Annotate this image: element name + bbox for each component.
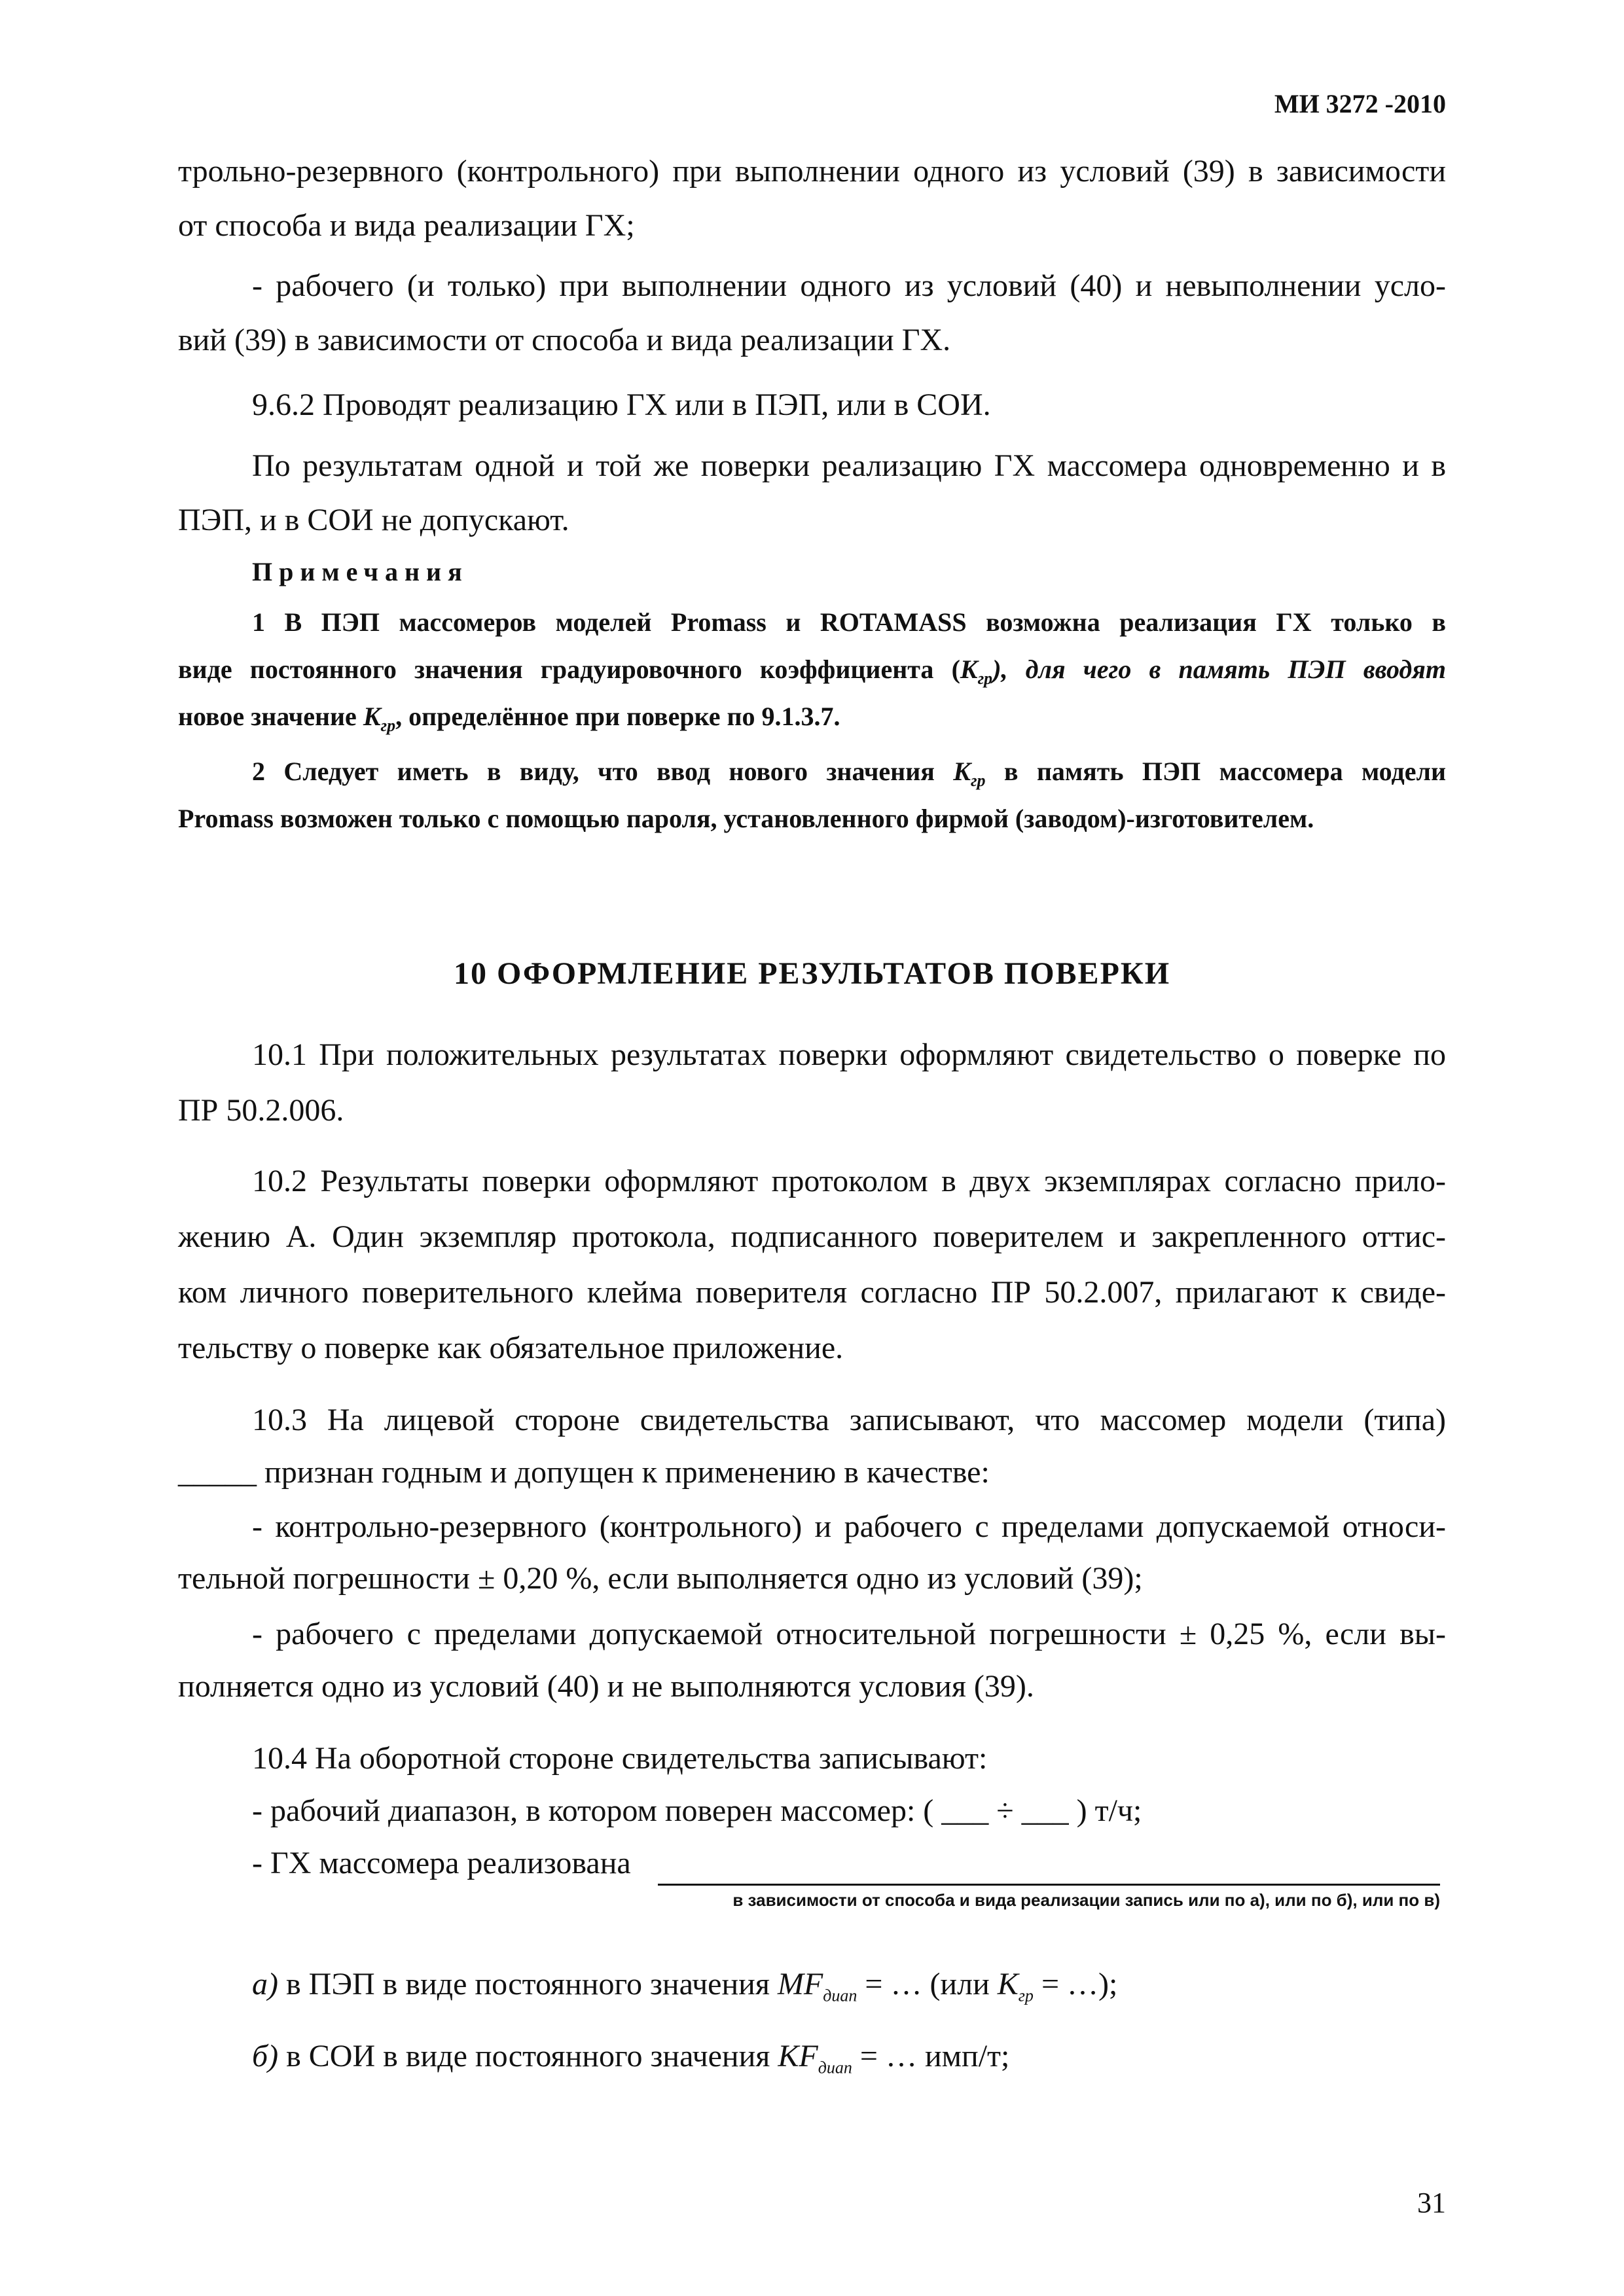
list-item-control-cont: тельной погрешности ± 0,20 %, если выполняется одно из условий (39);	[178, 1561, 1143, 1596]
note-1-line: новое значение $K_{гр}$, определённое при поверке по 9.1.3.7.	[178, 702, 840, 735]
list-item-working-cont: вий (39) в зависимости от способа и вида реализации ГХ.	[178, 323, 951, 357]
page-number: 31	[1417, 2187, 1446, 2219]
note-2-line: 2 Следует иметь в виду, что ввод нового значения $K_{гр}$ в память ПЭП массомера модели	[252, 757, 1446, 790]
paragraph-continuation-line: от способа и вида реализации ГХ;	[178, 208, 635, 243]
fill-in-line	[658, 1884, 1440, 1886]
paragraph-10-2-cont: жению А. Один экземпляр протокола, подписанного поверителем и закрепленного оттис-	[178, 1219, 1446, 1254]
paragraph-10-1-cont: ПР 50.2.006.	[178, 1093, 344, 1128]
option-b: б) в СОИ в виде постоянного значения $KF_{диап}$ = … имп/т;	[252, 2039, 1010, 2077]
paragraph-10-2: 10.2 Результаты поверки оформляют протоколом в двух экземплярах согласно прило-	[252, 1164, 1446, 1198]
list-item-working: - рабочего (и только) при выполнении одного из условий (40) и невыполнении усло-	[252, 268, 1446, 303]
list-item-working: - рабочего с пределами допускаемой относительной погрешности ± 0,25 %, если вы-	[252, 1617, 1446, 1651]
paragraph-results-line: ПЭП, и в СОИ не допускают.	[178, 503, 569, 537]
paragraph-10-3-cont: _____ признан годным и допущен к применению в качестве:	[178, 1455, 990, 1490]
option-a: а) в ПЭП в виде постоянного значения $MF_{диап}$ = … (или $K_{гр}$ = …);	[252, 1967, 1118, 2005]
paragraph-results-line: По результатам одной и той же поверки реализацию ГХ массомера одновременно и в	[252, 448, 1446, 483]
fill-in-caption: в зависимости от способа и вида реализации запись или по а), или по б), или по в)	[732, 1890, 1440, 1910]
paragraph-10-1: 10.1 При положительных результатах поверки оформляют свидетельство о поверке по	[252, 1037, 1446, 1072]
notes-title: Примечания	[252, 557, 469, 586]
note-1-line: 1 В ПЭП массомеров моделей Promass и ROTAMASS возможна реализация ГХ только в	[252, 607, 1446, 637]
paragraph-10-2-cont: ком личного поверительного клейма поверителя согласно ПР 50.2.007, прилагают к свиде-	[178, 1275, 1446, 1310]
paragraph-9-6-2: 9.6.2 Проводят реализацию ГХ или в ПЭП, или в СОИ.	[252, 387, 991, 422]
list-item-control: - контрольно-резервного (контрольного) и рабочего с пределами допускаемой относи-	[252, 1509, 1446, 1544]
list-item-range: - рабочий диапазон, в котором поверен массомер: ( ___ ÷ ___ ) т/ч;	[252, 1793, 1142, 1828]
paragraph-10-4: 10.4 На оборотной стороне свидетельства записывают:	[252, 1741, 988, 1776]
paragraph-continuation-line: трольно-резервного (контрольного) при выполнении одного из условий (39) в зависимости	[178, 154, 1446, 188]
paragraph-10-2-cont: тельству о поверке как обязательное приложение.	[178, 1331, 844, 1365]
note-1-line: виде постоянного значения градуировочного коэффициента $(K_{гр})$, для чего в память ПЭП вводят	[178, 655, 1446, 688]
note-2-line: Promass возможен только с помощью пароля, установленного фирмой (заводом)-изготовителем.	[178, 804, 1314, 833]
blank-field: _____	[178, 1455, 257, 1490]
document-header: МИ 3272 -2010	[1274, 89, 1446, 118]
section-heading: 10 ОФОРМЛЕНИЕ РЕЗУЛЬТАТОВ ПОВЕРКИ	[453, 956, 1171, 991]
list-item-working-cont: полняется одно из условий (40) и не выполняются условия (39).	[178, 1669, 1034, 1704]
paragraph-10-3: 10.3 На лицевой стороне свидетельства записывают, что массомер модели (типа)	[252, 1403, 1446, 1437]
list-item-gx: - ГХ массомера реализована	[252, 1846, 631, 1880]
